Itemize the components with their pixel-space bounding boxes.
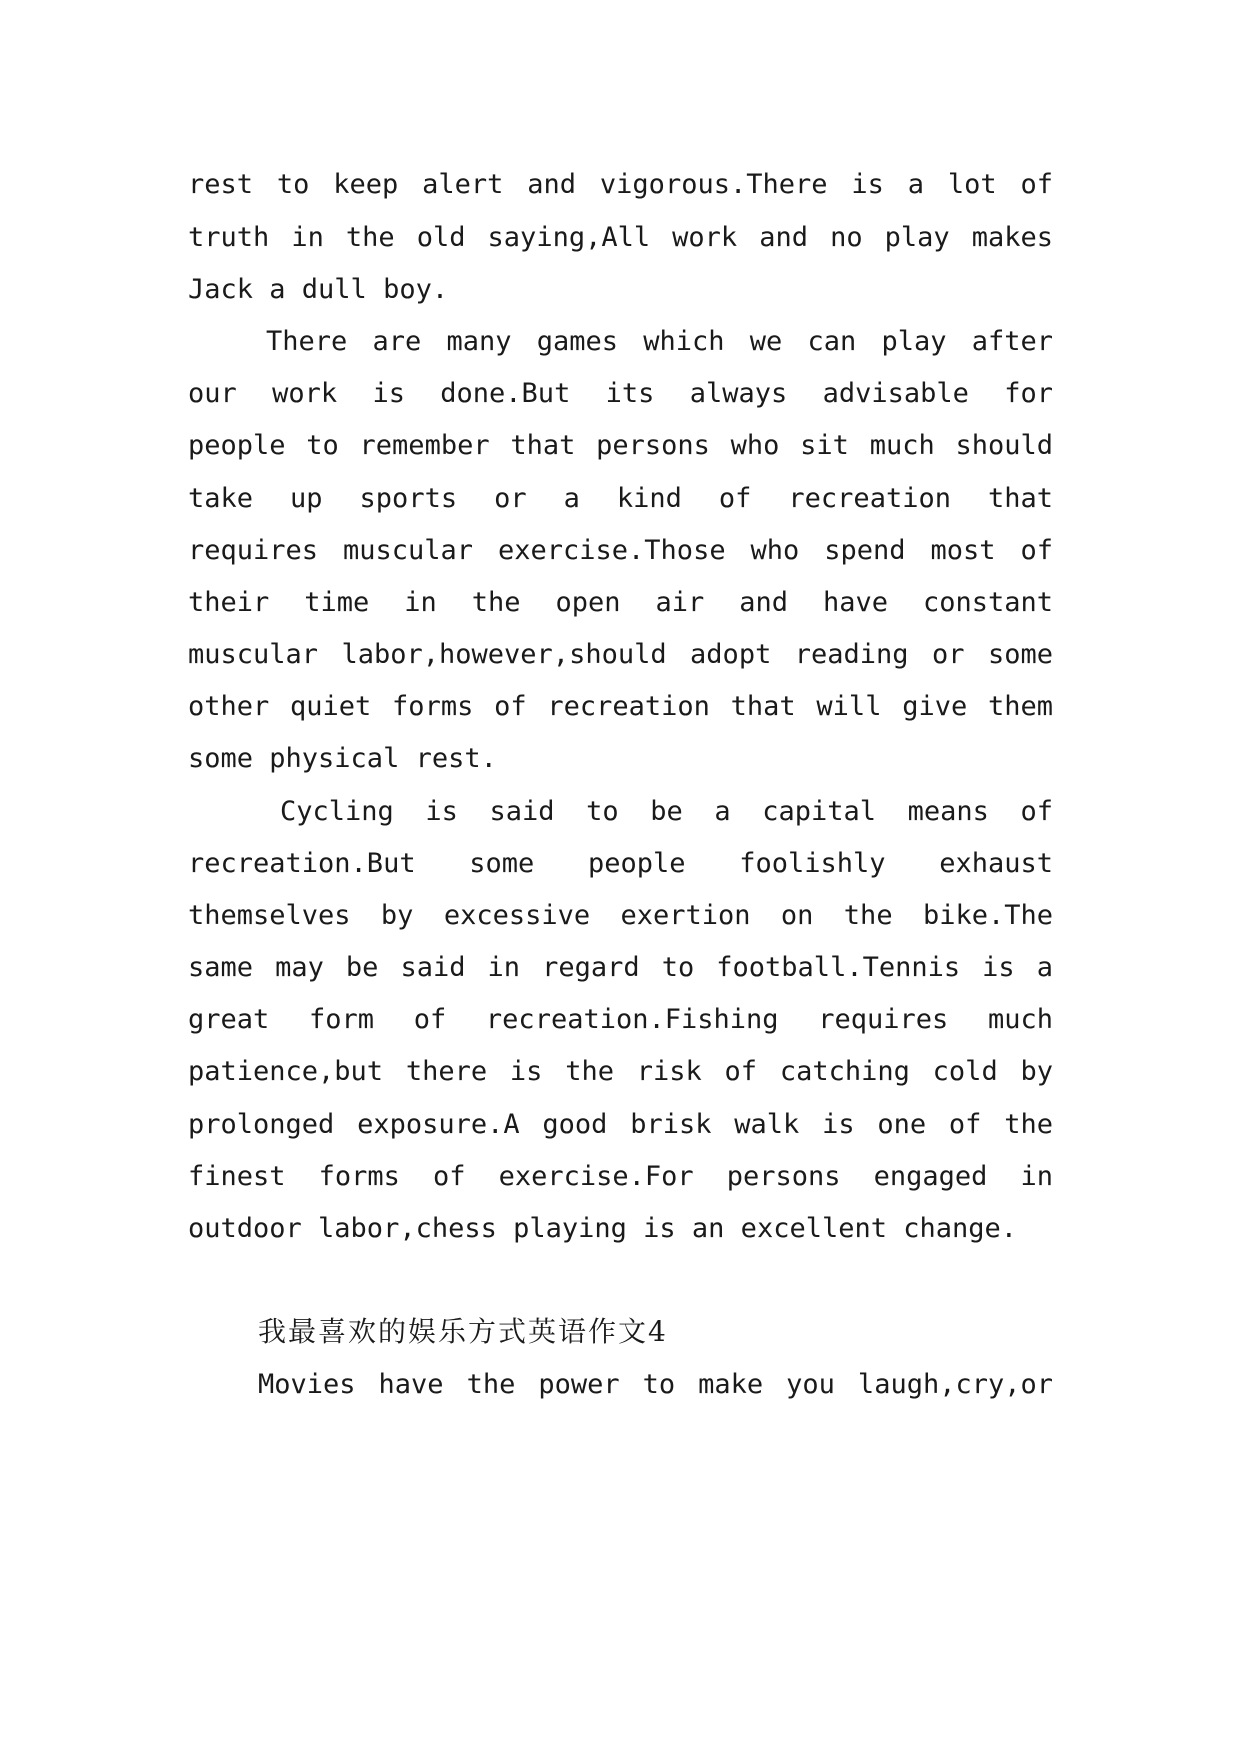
text-line: outdoor labor,chess playing is an excellent change. <box>188 1213 1018 1244</box>
text-line: other quiet forms of recreation that will give them <box>188 691 1053 722</box>
text-line: Jack a dull boy. <box>188 274 449 305</box>
text-line: our work is done.But its always advisable for <box>188 378 1053 409</box>
section-heading: 我最喜欢的娱乐方式英语作文4 <box>258 1315 668 1348</box>
text-line: prolonged exposure.A good brisk walk is one of the <box>188 1109 1053 1140</box>
text-line: There are many games which we can play after <box>266 326 1053 357</box>
text-line: finest forms of exercise.For persons engaged in <box>188 1161 1053 1192</box>
text-line: Movies have the power to make you laugh,cry,or <box>258 1369 1053 1400</box>
text-line: muscular labor,however,should adopt reading or some <box>188 639 1053 670</box>
text-line: truth in the old saying,All work and no play makes <box>188 222 1053 253</box>
text-line: same may be said in regard to football.Tennis is a <box>188 952 1053 983</box>
text-line: rest to keep alert and vigorous.There is a lot of <box>188 169 1053 200</box>
text-line: recreation.But some people foolishly exhaust <box>188 848 1053 879</box>
text-line: themselves by excessive exertion on the bike.The <box>188 900 1053 931</box>
text-line: some physical rest. <box>188 743 497 774</box>
text-line: their time in the open air and have constant <box>188 587 1053 618</box>
text-line: patience,but there is the risk of catching cold by <box>188 1056 1053 1087</box>
text-line: people to remember that persons who sit much should <box>188 430 1053 461</box>
text-line: take up sports or a kind of recreation that <box>188 483 1053 514</box>
text-line: Cycling is said to be a capital means of <box>280 796 1053 827</box>
text-line: requires muscular exercise.Those who spend most of <box>188 535 1053 566</box>
text-line: great form of recreation.Fishing requires much <box>188 1004 1053 1035</box>
